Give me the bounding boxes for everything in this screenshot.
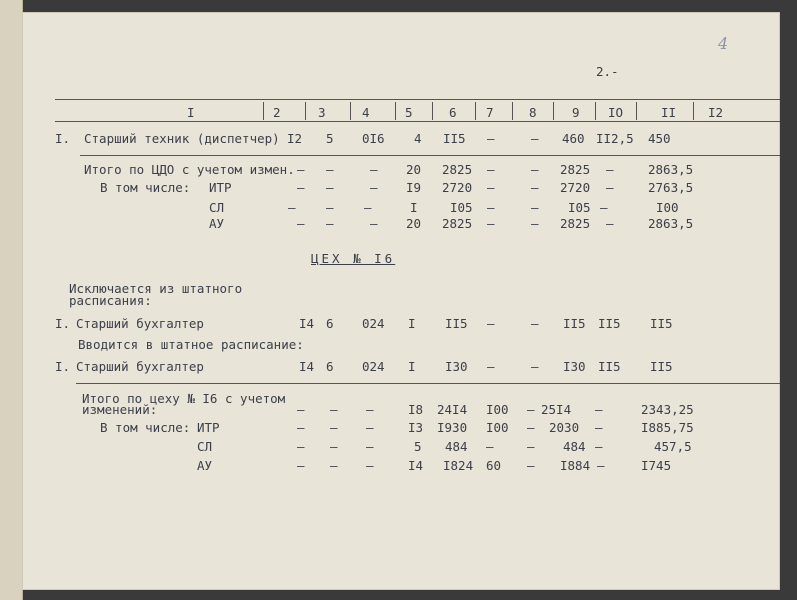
cell-c3: 6 [326,316,334,331]
cell-c5: 20 [406,162,422,177]
cell-c11: I745 [641,458,672,473]
cell-c2: – [297,420,305,435]
cell-c4: – [370,162,378,177]
cell-c3: – [330,420,338,435]
col-separator [263,102,264,120]
cell-c8: – [531,359,539,374]
cell-c11: 2343,25 [641,402,694,417]
category-label: АУ [197,458,213,473]
excluded-heading: Исключается из штатного [69,281,243,296]
col-separator [350,102,351,120]
row-number: I. [55,316,71,331]
total-label-cont: изменений: [82,402,158,417]
cell-c6: I30 [445,359,468,374]
col-header-12: I2 [708,105,724,120]
cell-c7: 60 [486,458,502,473]
cell-c10: – [595,439,603,454]
handwritten-page-mark: 4 [718,34,729,53]
cell-c3: 6 [326,359,334,374]
cell-c10: II5 [598,316,621,331]
cell-c2: – [297,162,305,177]
cell-c5: I9 [406,180,422,195]
cell-c10: – [606,216,614,231]
breakdown-label: В том числе: [100,420,191,435]
cell-c2: I4 [299,316,315,331]
cell-c9: I05 [568,200,591,215]
cell-c10: – [600,200,608,215]
cell-c11: II5 [650,316,673,331]
cell-c5: I8 [408,402,424,417]
cell-c4: – [366,420,374,435]
category-label: ИТР [209,180,232,195]
col-header-2: 2 [273,105,281,120]
col-header-8: 8 [529,105,537,120]
cell-c3: – [330,458,338,473]
cell-c6: II5 [445,316,468,331]
cell-c10: – [595,402,603,417]
cell-c2: – [288,200,296,215]
cell-c9: 2825 [560,162,591,177]
cell-c6: 2825 [442,216,473,231]
cell-c10: II5 [598,359,621,374]
col-header-1: I [187,105,195,120]
col-separator [395,102,396,120]
cell-c9: 2825 [560,216,591,231]
cell-c7: – [486,439,494,454]
cell-c11: I00 [656,200,679,215]
col-header-11: II [661,105,677,120]
col-separator [432,102,433,120]
cell-c5: 4 [414,131,422,146]
cell-c5: 5 [414,439,422,454]
total-label: Итого по ЦДО с учетом измен. [84,162,295,177]
cell-c3: 5 [326,131,334,146]
col-header-3: 3 [318,105,326,120]
cell-c3: – [326,200,334,215]
cell-c5: I [408,359,416,374]
col-separator [512,102,513,120]
cell-c11: I885,75 [641,420,694,435]
cell-c3: – [330,439,338,454]
cell-c11: 457,5 [654,439,692,454]
cell-c2: – [297,402,305,417]
cell-c6: I05 [450,200,473,215]
cell-c11: 450 [648,131,671,146]
cell-c7: I00 [486,420,509,435]
col-separator [305,102,306,120]
category-label: СЛ [197,439,213,454]
section-title: ЦЕХ № I6 [311,251,396,266]
col-separator [636,102,637,120]
cell-c7: – [487,180,495,195]
cell-c11: 2863,5 [648,216,694,231]
cell-c11: 2763,5 [648,180,694,195]
row-label: Старший техник (диспетчер) [84,131,280,146]
cell-c5: I3 [408,420,424,435]
cell-c2: I2 [287,131,303,146]
cell-c10: II2,5 [596,131,634,146]
cell-c7: – [487,200,495,215]
header-bottom-rule [55,121,780,122]
cell-c8: – [531,162,539,177]
row-number: I. [55,359,71,374]
cell-c9: 2030 [549,420,580,435]
category-label: АУ [209,216,225,231]
cell-c8: – [527,402,535,417]
cell-c4: – [366,439,374,454]
cell-c7: – [487,316,495,331]
cell-c5: 20 [406,216,422,231]
cell-c10: – [606,162,614,177]
col-header-5: 5 [405,105,413,120]
cell-c2: – [297,216,305,231]
cell-c8: – [531,216,539,231]
cell-c4: – [366,458,374,473]
col-separator [693,102,694,120]
col-header-10: IO [608,105,624,120]
col-separator [595,102,596,120]
cell-c7: – [487,131,495,146]
row-label: Старший бухгалтер [76,359,204,374]
cell-c9: 25I4 [541,402,572,417]
cell-c5: I [408,316,416,331]
cell-c2: – [297,439,305,454]
section1-rule [80,155,780,156]
cell-c6: 24I4 [437,402,468,417]
col-header-7: 7 [486,105,494,120]
cell-c10: – [597,458,605,473]
cell-c9: 460 [562,131,585,146]
cell-c7: – [487,216,495,231]
cell-c9: I884 [560,458,591,473]
category-label: СЛ [209,200,225,215]
cell-c11: 2863,5 [648,162,694,177]
cell-c3: – [326,180,334,195]
cell-c8: – [527,458,535,473]
cell-c6: I824 [443,458,474,473]
section2-rule [76,383,780,384]
cell-c2: – [297,458,305,473]
col-header-4: 4 [362,105,370,120]
cell-c5: I [410,200,418,215]
cell-c7: – [487,359,495,374]
cell-c4: 024 [362,316,385,331]
cell-c3: – [326,216,334,231]
cell-c7: – [487,162,495,177]
cell-c8: – [531,200,539,215]
cell-c8: – [527,420,535,435]
col-separator [553,102,554,120]
cell-c3: – [326,162,334,177]
cell-c2: – [297,180,305,195]
cell-c10: – [606,180,614,195]
cell-c10: – [595,420,603,435]
cell-c6: 2825 [442,162,473,177]
col-separator [475,102,476,120]
cell-c6: I930 [437,420,468,435]
cell-c4: – [366,402,374,417]
breakdown-label: В том числе: [100,180,191,195]
cell-c6: 484 [445,439,468,454]
cell-c11: II5 [650,359,673,374]
cell-c6: II5 [443,131,466,146]
cell-c9: II5 [563,316,586,331]
category-label: ИТР [197,420,220,435]
col-header-9: 9 [572,105,580,120]
cell-c5: I4 [408,458,424,473]
cell-c2: I4 [299,359,315,374]
total-label: Итого по цеху № I6 с учетом [82,391,286,406]
cell-c8: – [527,439,535,454]
cell-c6: 2720 [442,180,473,195]
cell-c8: – [531,180,539,195]
row-label: Старший бухгалтер [76,316,204,331]
excluded-heading-cont: расписания: [69,293,152,308]
cell-c9: 2720 [560,180,591,195]
header-top-rule [55,99,780,100]
cell-c7: I00 [486,402,509,417]
cell-c8: – [531,131,539,146]
binding-edge [0,0,23,600]
page-number: 2.- [596,64,619,79]
cell-c4: 0I6 [362,131,385,146]
cell-c8: – [531,316,539,331]
cell-c4: – [364,200,372,215]
row-number: I. [55,131,71,146]
cell-c9: I30 [563,359,586,374]
cell-c3: – [330,402,338,417]
introduced-heading: Вводится в штатное расписание: [78,337,304,352]
cell-c4: – [370,216,378,231]
cell-c4: – [370,180,378,195]
cell-c9: 484 [563,439,586,454]
cell-c4: 024 [362,359,385,374]
col-header-6: 6 [449,105,457,120]
